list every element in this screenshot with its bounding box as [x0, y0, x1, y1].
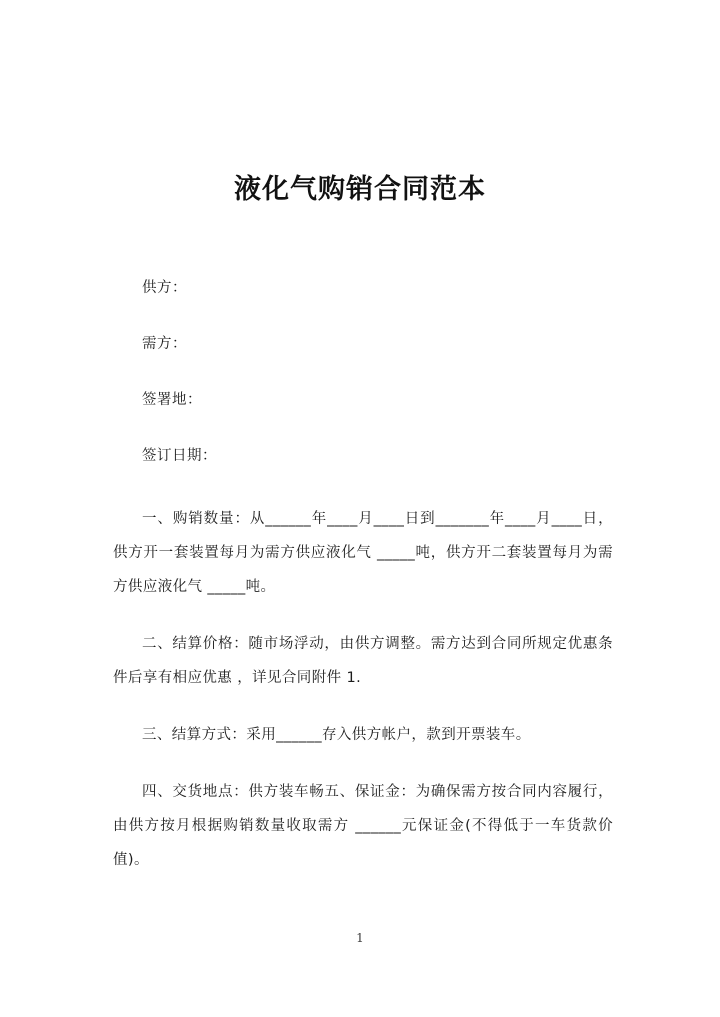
field-signing-place: 签署地：	[142, 392, 202, 408]
field-signing-date: 签订日期：	[142, 448, 217, 464]
field-supplier: 供方：	[142, 280, 187, 296]
page-title: 液化气购销合同范本	[234, 174, 486, 206]
field-buyer: 需方：	[142, 336, 187, 352]
clause-settlement-price: 二、结算价格：随市场浮动，由供方调整。需方达到合同所规定优惠条件后享有相应优惠 ，详见合同附件 1.	[113, 636, 613, 686]
clause-delivery-location: 四、交货地点：供方装车畅五、保证金：为确保需方按合同内容履行，由供方按月根据购销数量收取需方 ______元保证金(不得低于一车货款价值)。	[113, 784, 613, 868]
clause-purchase-quantity: 一、购销数量：从______年____月____日到_______年____月____日，供方开一套装置每月为需方供应液化气 _____吨，供方开二套装置每月为需方供应液化气 _____吨。	[113, 511, 613, 595]
clause-settlement-method: 三、结算方式：采用______存入供方帐户，款到开票装车。	[142, 727, 531, 743]
document-body	[113, 278, 613, 877]
page-number: 1	[356, 931, 364, 945]
